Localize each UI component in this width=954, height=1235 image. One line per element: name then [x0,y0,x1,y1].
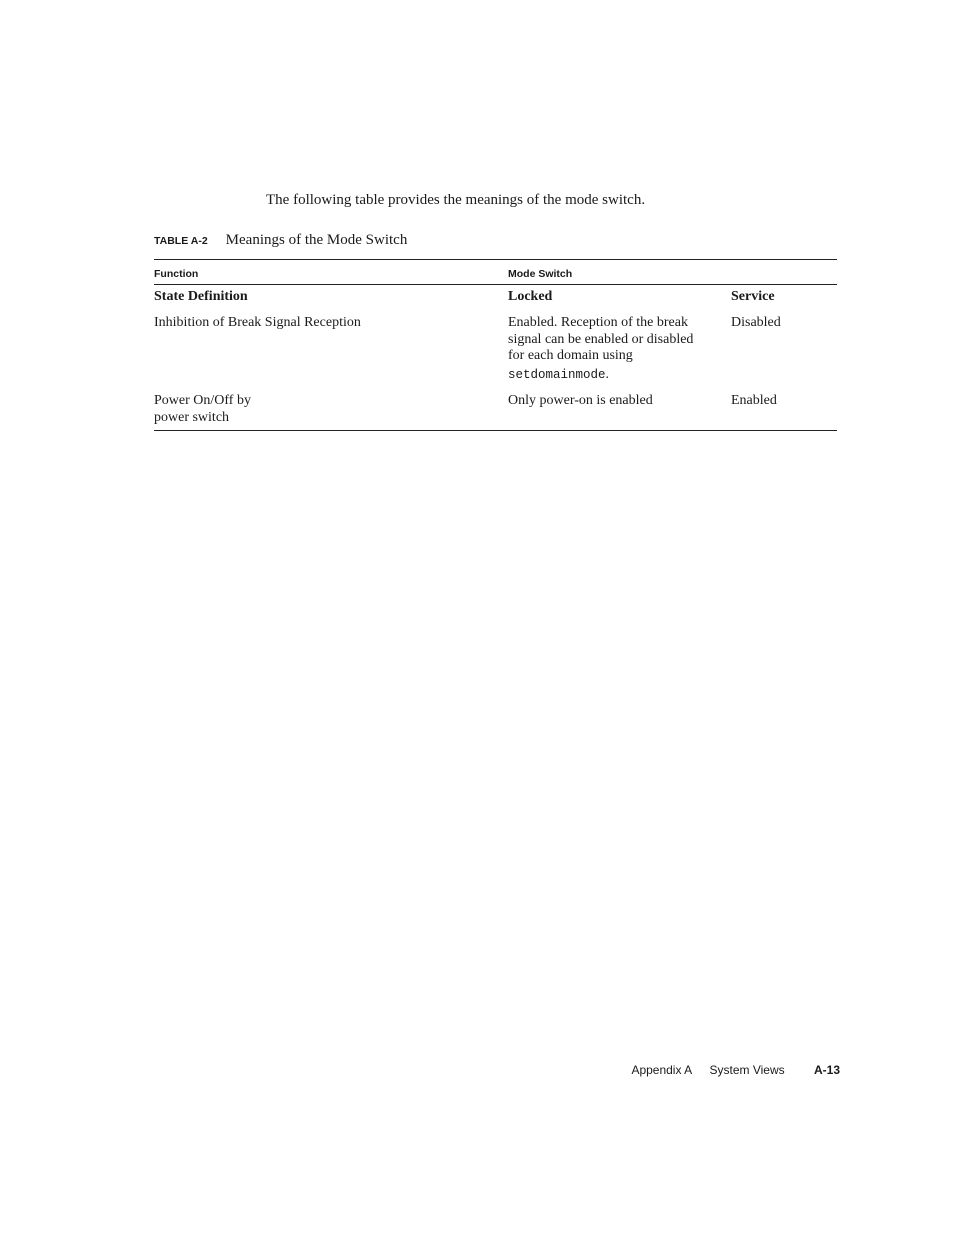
table-label: TABLE A-2 [154,235,208,247]
page-footer [631,1063,840,1077]
row-2-function-line-1: Power On/Off by [154,393,251,408]
row-1-function: Inhibition of Break Signal Reception [154,315,361,330]
row-1-locked-line-1: Enabled. Reception of the break [508,315,688,330]
row-1-locked [508,315,720,383]
intro-paragraph: The following table provides the meanings of the mode switch. [266,192,646,208]
row-1-locked-command: setdomainmode [508,367,606,382]
subheader-service: Service [731,289,775,304]
table-caption [154,231,407,249]
row-2-function [154,393,484,426]
row-2-service: Enabled [731,393,777,408]
subheader-state-definition: State Definition [154,289,248,304]
table-bottom-rule [154,430,837,431]
footer-page-number: A-13 [813,1063,840,1077]
row-1-locked-line-2: signal can be enabled or disabled [508,331,694,347]
row-2-locked: Only power-on is enabled [508,393,653,408]
row-1-service: Disabled [731,315,781,330]
row-2-function-line-2: power switch [154,409,230,425]
header-function: Function [154,268,199,280]
table-header-rule [154,284,837,285]
table-top-rule [154,259,837,260]
table-title: Meanings of the Mode Switch [225,232,408,248]
row-1-locked-line-3: for each domain using [508,348,633,363]
footer-chapter: Appendix A [631,1063,693,1077]
row-1-locked-period: . [605,366,610,382]
footer-section: System Views [709,1063,785,1077]
header-mode-switch: Mode Switch [508,268,573,280]
subheader-locked: Locked [508,289,553,304]
